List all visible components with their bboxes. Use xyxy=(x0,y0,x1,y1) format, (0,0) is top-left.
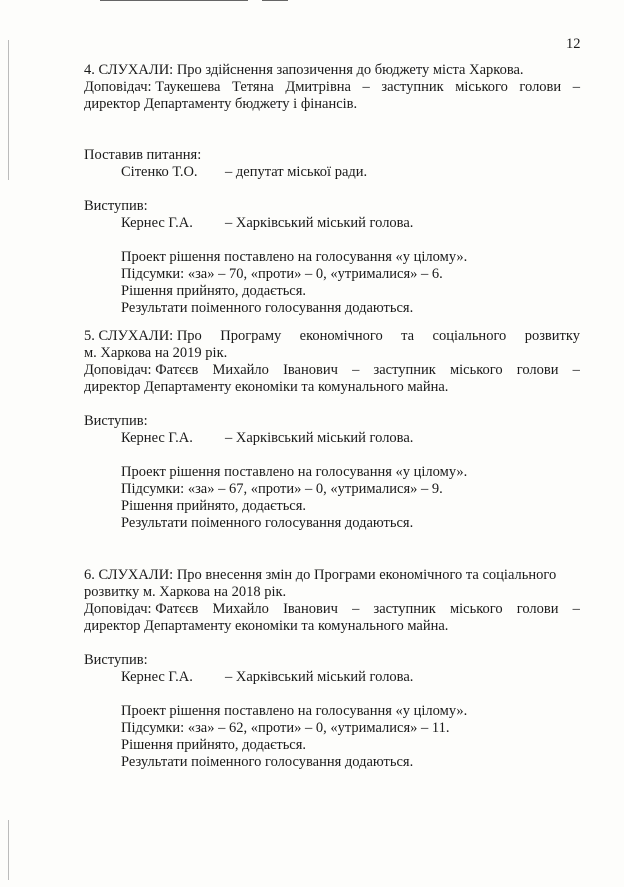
heading-word: економічного xyxy=(299,328,383,344)
reporter-word: заступник xyxy=(373,362,436,378)
speech-label: Виступив: xyxy=(84,413,148,429)
reporter-line xyxy=(84,601,580,618)
scan-edge-mark-bottom xyxy=(8,820,9,880)
reporter-word: – xyxy=(352,362,360,378)
reporter-word: Іванович xyxy=(283,362,338,378)
reporter-word: – xyxy=(362,79,370,95)
vote-results: Підсумки: «за» – 70, «проти» – 0, «утрималися» – 6. xyxy=(121,266,443,282)
reporter-word: Дмитрівна xyxy=(285,79,351,95)
reporter-word: Тетяна xyxy=(232,79,274,95)
reporter-word: голови xyxy=(516,362,559,378)
vote-proposal: Проект рішення поставлено на голосування «у цілому». xyxy=(121,464,468,480)
scan-edge-mark xyxy=(8,40,9,180)
reporter-word: голови xyxy=(519,79,562,95)
reporter-word: заступник xyxy=(373,601,436,617)
decision-status: Рішення прийнято, додається. xyxy=(121,283,307,299)
reporter-word: міського xyxy=(449,362,503,378)
vote-proposal: Проект рішення поставлено на голосування «у цілому». xyxy=(121,703,468,719)
roll-call-note: Результати поіменного голосування додаються. xyxy=(121,300,414,316)
speaker-role: – Харківський міський голова. xyxy=(225,669,414,685)
questioner-role: – депутат міської ради. xyxy=(225,164,368,180)
reporter-word: Доповідач: Фатєєв xyxy=(84,601,199,617)
heading-continuation: розвитку м. Харкова на 2018 рік. xyxy=(84,584,287,600)
reporter-word: Михайло xyxy=(212,362,269,378)
questioner-label: Поставив питання: xyxy=(84,147,202,163)
reporter-word: голови xyxy=(516,601,559,617)
questioner-name: Сітенко Т.О. xyxy=(121,164,198,180)
speaker-name: Кернес Г.А. xyxy=(121,669,193,685)
reporter-word: Іванович xyxy=(283,601,338,617)
reporter-position: директор Департаменту економіки та комунального майна. xyxy=(84,379,449,395)
questioner-line xyxy=(84,164,580,181)
reporter-word: заступник xyxy=(381,79,444,95)
reporter-position: директор Департаменту економіки та комунального майна. xyxy=(84,618,449,634)
speaker-role: – Харківський міський голова. xyxy=(225,430,414,446)
heading-word: Програму xyxy=(220,328,282,344)
reporter-line xyxy=(84,79,580,96)
heading-word: та xyxy=(401,328,415,344)
agenda-item-6 xyxy=(84,567,580,771)
vote-proposal: Проект рішення поставлено на голосування «у цілому». xyxy=(121,249,468,265)
agenda-item-4 xyxy=(84,62,580,317)
reporter-word: міського xyxy=(455,79,508,95)
vote-results: Підсумки: «за» – 67, «проти» – 0, «утрималися» – 9. xyxy=(121,481,443,497)
speaker-line xyxy=(84,669,580,686)
heading-text: 6. СЛУХАЛИ: Про внесення змін до Програми економічного та соціального xyxy=(84,567,557,583)
speaker-role: – Харківський міський голова. xyxy=(225,215,414,231)
reporter-word: – xyxy=(572,601,580,617)
item-heading xyxy=(84,328,580,345)
reporter-word: – xyxy=(572,362,580,378)
reporter-position: директор Департаменту бюджету і фінансів. xyxy=(84,96,358,112)
roll-call-note: Результати поіменного голосування додаються. xyxy=(121,754,414,770)
speaker-name: Кернес Г.А. xyxy=(121,430,193,446)
speech-label: Виступив: xyxy=(84,198,148,214)
heading-continuation: м. Харкова на 2019 рік. xyxy=(84,345,228,361)
heading-word: соціального xyxy=(432,328,507,344)
decision-status: Рішення прийнято, додається. xyxy=(121,737,307,753)
reporter-word: – xyxy=(572,79,580,95)
heading-word: 5. СЛУХАЛИ: Про xyxy=(84,328,202,344)
reporter-word: міського xyxy=(449,601,503,617)
reporter-word: – xyxy=(352,601,360,617)
scan-top-rule-short xyxy=(262,0,288,1)
reporter-word: Доповідач: Фатєєв xyxy=(84,362,199,378)
agenda-item-5 xyxy=(84,328,580,532)
item-heading xyxy=(84,62,580,79)
page-number: 12 xyxy=(566,36,581,52)
reporter-line xyxy=(84,362,580,379)
speaker-line xyxy=(84,215,580,232)
heading-word: розвитку xyxy=(524,328,580,344)
scan-top-rule xyxy=(100,0,248,1)
decision-status: Рішення прийнято, додається. xyxy=(121,498,307,514)
vote-results: Підсумки: «за» – 62, «проти» – 0, «утрималися» – 11. xyxy=(121,720,450,736)
speaker-line xyxy=(84,430,580,447)
reporter-word: Михайло xyxy=(212,601,269,617)
speaker-name: Кернес Г.А. xyxy=(121,215,193,231)
heading-text: 4. СЛУХАЛИ: Про здійснення запозичення до бюджету міста Харкова. xyxy=(84,62,524,78)
reporter-word: Доповідач: Таукешева xyxy=(84,79,221,95)
item-heading xyxy=(84,567,580,584)
roll-call-note: Результати поіменного голосування додаються. xyxy=(121,515,414,531)
speech-label: Виступив: xyxy=(84,652,148,668)
